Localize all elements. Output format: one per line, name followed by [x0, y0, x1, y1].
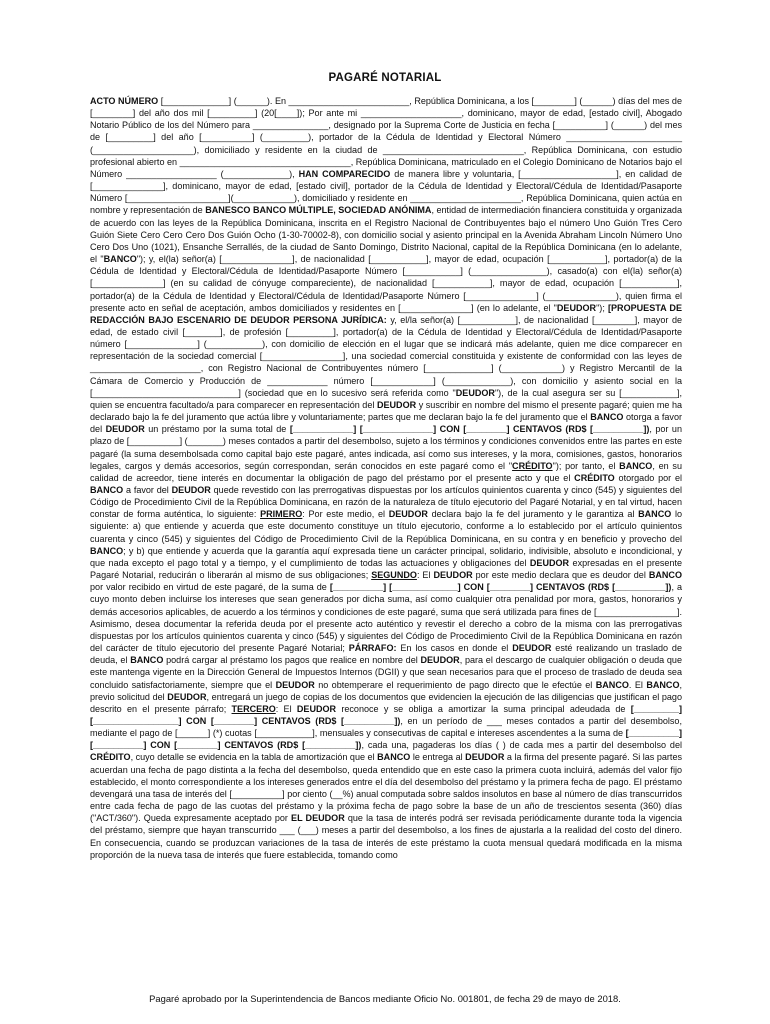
bold-text-run: DEUDOR: [171, 485, 211, 495]
bold-text-run: CRÉDITO: [90, 752, 131, 763]
contract-body-paragraph: [90, 95, 682, 861]
bold-text-run: DEUDOR: [512, 643, 552, 654]
text-run: "); por tanto, el: [552, 460, 620, 471]
text-run: [_____________] (______). En ________________________, República Dominicana, a los [________] (______) días del mes de [________] del año dos mil [_________] (20[____]); Por ante mi ____________________, dominicano, mayor de edad, [estado civil], Abogado Notario Público de los del Número para _______________, designado por la Suprema Corte de Justicia en fecha [__________] (______) del mes de [_________] del año [__________] (_________), portador de la Cédula de Identidad y Electoral Número _______________________ (____________________), domiciliado y residente en la ciudad de ____________________________, República Dominicana, con estudio profesional abierto en __________________________________, República Dominicana, matriculado en el Colegio Dominicano de Notarios bajo el Número __________________ (_____________),: [90, 96, 682, 179]
text-run: , cuyo detalle se evidencia en la tabla de amortización que el: [130, 752, 378, 763]
text-run: : El: [275, 703, 297, 714]
text-run: "); y, el(la) señor(a) [______________], de nacionalidad [___________], mayor de edad, ocupación [___________], portador(a) de la Cédula de Identidad y Electoral/Cédula de Identidad/Pasaporte Número [___________] (_______________), casado(a) con el(la) señor(a) [______________] (en su calidad de cónyuge compareciente), de nacionalidad [___________], mayor de edad, ocupación [___________], portador(a) de la Cédula de Identidad y Electoral/Cédula de Identidad/Pasaporte Número [______________] (______________), quien firma el presente acto en señal de aceptación, ambos domiciliados y residentes en [______________] (en lo adelante, el ": [90, 254, 682, 313]
text-run: que la tasa de interés podrá ser revisada periódicamente durante toda la vigencia del préstamo, siempre que hayan transcurrido ___ (___) meses a partir del desembolso, a los fines de ajustarla a la realidad del costo del dinero. En consecuencia, cuando se produzcan variaciones de la tasa de interés de este préstamo la cuota mensual quedará modificada en la misma proporción de la nueva tasa de interés que fuere establecida, tomando como: [90, 813, 682, 860]
bold-text-run: DEUDOR: [275, 679, 315, 690]
text-run: , para el descargo de cualquier obligación o deuda que este mantenga vigente en la Dirección General de Impuestos Internos (DGII) y que sean necesarios para que el proceso de traslado de deuda sea concluido satisfactoriamente, siempre que el: [90, 655, 682, 690]
bold-text-run: BANCO: [619, 460, 653, 471]
text-run: un préstamo por la suma total de: [144, 424, 290, 435]
bold-text-run: [__________] [_____________] CON [________] CENTAVOS (RD$ [__________]): [329, 582, 672, 593]
text-run: , previo solicitud del: [90, 679, 682, 702]
bold-text-run: BANESCO BANCO MÚLTIPLE, SOCIEDAD ANÓNIMA: [205, 205, 432, 216]
bold-text-run: DEUDOR: [455, 387, 495, 398]
text-run: expresadas en el presente Pagaré Notarial, reducirán o liberarán al mismo de sus obligaciones;: [90, 557, 683, 581]
text-run: ; y b) que entiende y acuerda que la garantía aquí expresada tiene un carácter principal, solidario, indivisible, absoluto e incondicional, y que nada excepto el pago total y a tiempo, y el cumplimiento de todas las actuaciones y obligaciones del: [90, 545, 682, 568]
bold-text-run: BANCO: [130, 655, 164, 666]
text-run: En los casos en donde el: [396, 643, 513, 654]
bold-text-run: BANCO: [377, 752, 411, 763]
text-run: . El: [628, 679, 647, 690]
text-run: lo siguiente: a) que entiende y acuerda que este documento constituye un título ejecutorio, conforme a lo establecido por el artículo quinientos cuarenta y cinco (545) y siguientes del Código de Procedimiento Civil de la República Dominicana, en su contra y en beneficio y provecho del: [90, 509, 683, 544]
text-run: , entregará un juego de copias de los documentos que evidencien la ejecución de las diligencias que justifican el pago descrito en el presente párrafo;: [90, 691, 682, 714]
text-run: otorga a favor del: [90, 412, 682, 435]
bold-text-run: BANCO: [646, 679, 680, 690]
text-run: de manera libre y voluntaria, [___________________], en calidad de [______________], dominicano, mayor de edad, [estado civil], portador de la Cédula de Identidad y Electoral/Cédula de Identidad/Pasaporte Número [____________________](____________), domiciliado y residente en ______________________, República Dominicana, quien actúa en nombre y representación de: [90, 168, 682, 216]
text-run: a la firma del presente pagaré. Si las partes acuerdan una fecha de pago distinta a la fecha del desembolso, queda entendido que en este caso la primera cuota incluirá, además del valor fijo establecido, el monto correspondiente a los intereses generados entre el día del desembolso del préstamo y la primera fecha de pago. El préstamo devengará una tasa de interés del [__________] por ciento (__%) anual computada sobre saldos insolutos en base al número de días transcurridos entre cada fecha de pago de las cuotas del préstamo y la próxima fecha de pago sobre la base de un año de trescientos sesenta (360) días ("ACT/360"). Queda expresamente aceptado por: [90, 752, 683, 824]
bold-text-run: DEUDOR: [167, 691, 207, 702]
text-run: "), de la cual asegura ser su [___________], quien se encuentra facultado/a para comparecer en representación del: [90, 387, 682, 410]
bold-text-run: CRÉDITO: [574, 472, 615, 483]
bold-text-run: BANCO: [90, 545, 124, 556]
text-run: esté realizando un traslado de deuda, el: [90, 643, 682, 666]
text-run: , cada una, pagaderas los días ( ) de cada mes a partir del desembolso del: [361, 740, 682, 751]
bold-text-run: PRIMERO: [260, 509, 303, 520]
text-run: quede revestido con las prerrogativas dispuestas por los artículos quinientos cuarenta y cinco (545) y siguientes del Código de Procedimiento Civil de la República Dominicana, en razón de la naturaleza de título ejecutorio del Pagaré Notarial, y en tal virtud, hacen constar de forma auténtica, lo siguiente:: [90, 485, 682, 520]
bold-text-run: [_________] [_________________] CON [________] CENTAVOS (RD$ [__________]): [90, 703, 683, 726]
text-run: a favor del: [123, 485, 172, 495]
text-run: otorgado por el: [614, 472, 683, 483]
bold-text-run: ACTO NÚMERO: [90, 96, 159, 106]
text-run: reconoce y se obliga a amortizar la suma principal adeudada de: [336, 703, 631, 714]
bold-text-run: BANCO: [595, 679, 629, 690]
bold-text-run: SEGUNDO: [371, 570, 417, 581]
bold-text-run: BANCO: [590, 412, 624, 423]
bold-text-run: DEUDOR: [465, 752, 505, 763]
bold-text-run: [PROPUESTA DE REDACCIÓN BAJO ESCENARIO DE DEUDOR PERSONA JURÍDICA:: [90, 302, 682, 325]
text-run: le entrega al: [410, 752, 466, 763]
bold-text-run: DEUDOR: [376, 399, 417, 410]
text-run: y suscribir en nombre del mismo el presente pagaré; quien me ha declarado bajo la fe del juramento que actúa libre y voluntariamente; partes que me declaran bajo la fe del juramento que el: [90, 399, 683, 423]
bold-text-run: DEUDOR: [296, 703, 337, 714]
bold-text-run: DEUDOR: [388, 509, 428, 520]
text-run: , en su calidad de acreedor, tiene interés en documentar la obligación de pago del préstamo por el presente acto y que el: [90, 460, 682, 483]
bold-text-run: DEUDOR: [556, 302, 597, 313]
text-run: por valor recibido en virtud de este pagaré, de la suma de: [90, 582, 330, 593]
text-run: : El: [416, 570, 434, 581]
bold-text-run: DEUDOR: [529, 557, 570, 568]
bold-text-run: DEUDOR: [420, 655, 460, 666]
bold-text-run: TERCERO: [231, 703, 276, 714]
text-run: declara bajo la fe del juramento y le garantiza al: [427, 509, 639, 520]
bold-text-run: BANCO: [103, 254, 137, 265]
text-run: podrá cargar al préstamo los pagos que realice en nombre del: [163, 655, 421, 666]
bold-text-run: [__________] [__________] CON [________] CENTAVOS (RD$ [__________]): [90, 728, 682, 751]
bold-text-run: CRÉDITO: [512, 460, 553, 471]
text-run: por este medio declara que es deudor del: [472, 570, 649, 581]
text-run: , entidad de intermediación financiera constituida y organizada de acuerdo con las leyes de la República Dominicana, inscrita en el Registro Nacional de Contribuyentes bajo el número Uno Guión Tres Cero Guión Siete Cero Cero Cero Dos Guión Ocho (1-30-70002-8), con domicilio social y asiento principal en la Avenida Abraham Lincoln Número Uno Cero Dos Uno (1021), Ensanche Serrallés, de la ciudad de Santo Domingo, Distrito Nacional, capital de la República Dominicana (en lo adelante, el ": [90, 205, 682, 265]
bold-text-run: EL DEUDOR: [291, 813, 345, 824]
text-run: no obtemperare el requerimiento de pago directo que le efectúe el: [314, 679, 596, 690]
bold-text-run: PÁRRAFO:: [348, 643, 397, 654]
text-run: , a cuyo monto deben incluirse los intereses que sean generados por dicha suma, así como cualquier otra penalidad por mora, gastos, honorarios y demás accesorios aplicables, de acuerdo a los términos y condiciones de este pagaré, suma que será utilizada para fines de [________________]. Asimismo, desea documentar la referida deuda por el presente acto auténtico y revestir el derecho a cobro de la misma con las prerrogativas dispuestas por los artículos quinientos cuarenta y cinco (545) y siguientes del Código de Procedimiento Civil de la República Dominicana en razón del carácter de título ejecutorio del presente Pagaré Notarial;: [90, 582, 682, 654]
bold-text-run: BANCO: [90, 485, 124, 495]
bold-text-run: DEUDOR: [433, 570, 473, 581]
bold-text-run: BANCO: [648, 570, 682, 581]
text-run: , por un plazo de [__________] (_______) meses contados a partir del desembolso, sujeto a los términos y condiciones convenidos entre las partes en este pagaré (la suma desembolsada como capital bajo este pagaré, antes indicada, así como sus intereses, y la mora, comisiones, gastos, honorarios legales, cargos y demás accesorios, según correspondan, serán conocidos en este pagaré como el ": [90, 424, 682, 471]
bold-text-run: BANCO: [638, 509, 672, 520]
bold-text-run: HAN COMPARECIDO: [298, 168, 391, 179]
text-run: ");: [596, 302, 608, 313]
bold-text-run: DEUDOR: [105, 424, 145, 435]
text-run: , en un período de ___ meses contados a partir del desembolso, mediante el pago de [______] (*) cuotas [___________], mensuales y consecutivas de capital e intereses ascendentes a la suma de: [90, 715, 682, 739]
bold-text-run: [____________] [______________] CON [________] CENTAVOS (RD$ [__________]): [289, 424, 650, 435]
text-run: y, el/la señor(a) [___________], de nacionalidad [________], mayor de edad, de estado civil [_______], de profesión [_________], portador(a) de la Cédula de Identidad y Electoral/Cédula de Identidad/Pasaporte número [______________] (___________), con domicilio de elección en el lugar que se indicará más adelante, quien me dice comparecer en representación de la sociedad comercial [________________], una sociedad comercial constituida y existente de conformidad con las leyes de ______________________, con Registro Nacional de Contribuyentes número [_____________] (____________) y Registro Mercantil de la Cámara de Comercio y Producción de ____________ número [____________] (_____________), con domicilio y asiento social en la [_____________________________] (sociedad que en lo sucesivo será referida como ": [90, 314, 683, 398]
text-run: : Por este medio, el: [302, 509, 389, 520]
approval-footer-note: Pagaré aprobado por la Superintendencia de Bancos mediante Oficio No. 001801, de fecha 29 de mayo de 2018.: [149, 993, 621, 1004]
document-title: PAGARÉ NOTARIAL: [328, 72, 442, 84]
